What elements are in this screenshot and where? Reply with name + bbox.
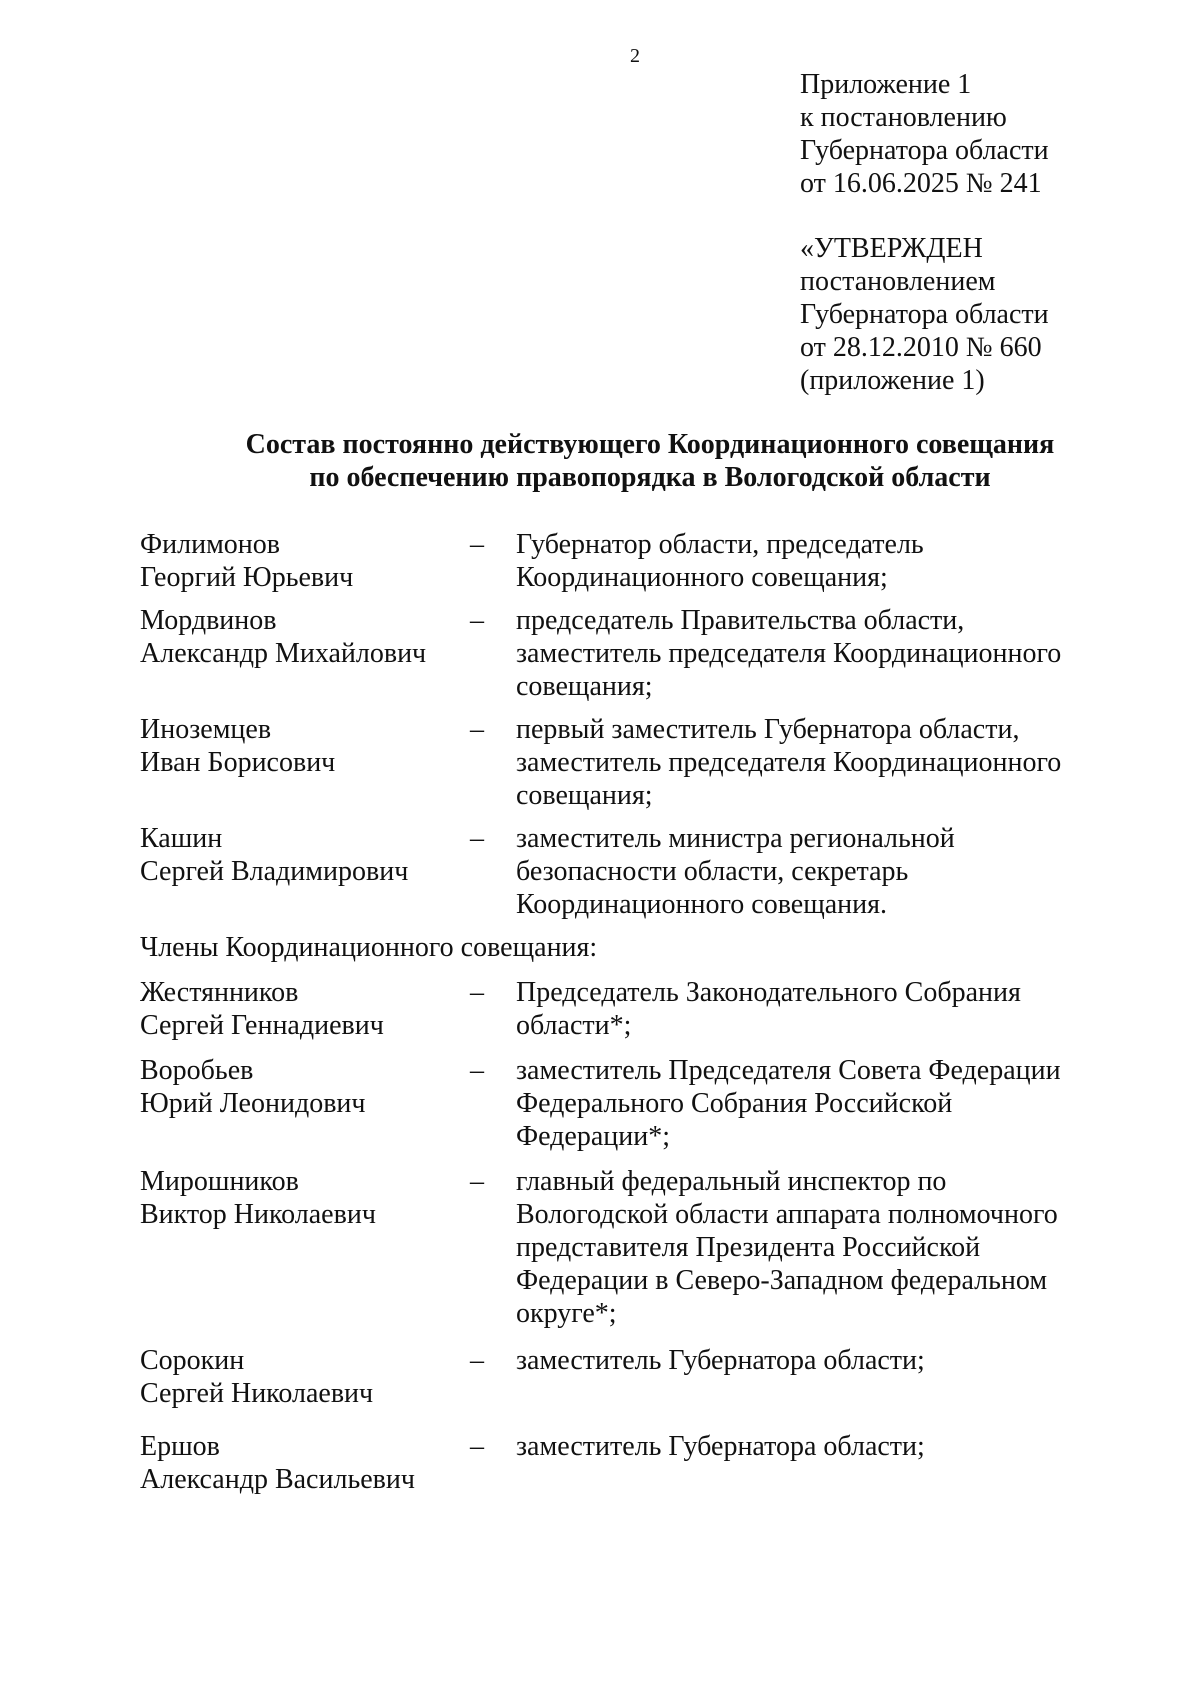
approval-line: Губернатора области bbox=[800, 299, 1049, 330]
member-position bbox=[516, 1165, 1086, 1330]
member-given-name: Виктор Николаевич bbox=[140, 1199, 376, 1230]
member-name bbox=[140, 713, 470, 779]
member-row bbox=[140, 1165, 1140, 1330]
member-given-name: Александр Михайлович bbox=[140, 638, 427, 669]
member-position bbox=[516, 1344, 1086, 1377]
position-line: Федерации*; bbox=[516, 1121, 671, 1152]
position-line: заместитель Губернатора области; bbox=[516, 1431, 925, 1462]
members-list bbox=[140, 528, 1140, 1496]
position-line: Федерального Собрания Российской bbox=[516, 1088, 953, 1119]
position-line: Губернатор области, председатель bbox=[516, 529, 924, 560]
position-line: Председатель Законодательного Собрания bbox=[516, 977, 1021, 1008]
position-line: первый заместитель Губернатора области, bbox=[516, 714, 1020, 745]
members-heading: Члены Координационного совещания: bbox=[140, 932, 598, 963]
position-line: области*; bbox=[516, 1010, 632, 1041]
dash-separator: – bbox=[470, 605, 484, 636]
member-given-name: Георгий Юрьевич bbox=[140, 562, 354, 593]
dash-separator: – bbox=[470, 1431, 484, 1462]
member-surname: Сорокин bbox=[140, 1345, 245, 1376]
member-position bbox=[516, 713, 1086, 812]
document-title bbox=[140, 428, 1160, 494]
member-name bbox=[140, 528, 470, 594]
position-line: заместитель министра региональной bbox=[516, 823, 955, 854]
member-row bbox=[140, 1344, 1140, 1410]
member-row bbox=[140, 528, 1140, 594]
position-line: округе*; bbox=[516, 1298, 617, 1329]
page-number: 2 bbox=[630, 45, 640, 67]
member-row bbox=[140, 822, 1140, 921]
dash-separator: – bbox=[470, 977, 484, 1008]
member-name bbox=[140, 604, 470, 670]
dash-separator: – bbox=[470, 823, 484, 854]
dash-separator: – bbox=[470, 1345, 484, 1376]
member-name bbox=[140, 1344, 470, 1410]
member-given-name: Сергей Владимирович bbox=[140, 856, 409, 887]
appendix-reference bbox=[800, 68, 1180, 200]
member-name bbox=[140, 1054, 470, 1120]
approval-line: постановлением bbox=[800, 266, 996, 297]
member-position bbox=[516, 1054, 1086, 1153]
member-surname: Воробьев bbox=[140, 1055, 254, 1086]
member-position bbox=[516, 976, 1086, 1042]
dash-separator: – bbox=[470, 1055, 484, 1086]
approval-line: от 28.12.2010 № 660 bbox=[800, 332, 1042, 363]
dash-separator: – bbox=[470, 714, 484, 745]
dash-separator: – bbox=[470, 529, 484, 560]
position-line: Федерации в Северо-Западном федеральном bbox=[516, 1265, 1048, 1296]
member-given-name: Александр Васильевич bbox=[140, 1464, 415, 1495]
member-position bbox=[516, 528, 1086, 594]
document-title-line: по обеспечению правопорядка в Вологодской области bbox=[309, 462, 991, 493]
approval-line: «УТВЕРЖДЕН bbox=[800, 233, 983, 264]
position-line: главный федеральный инспектор по bbox=[516, 1166, 947, 1197]
position-line: заместитель Председателя Совета Федерации bbox=[516, 1055, 1061, 1086]
member-given-name: Юрий Леонидович bbox=[140, 1088, 366, 1119]
appendix-line: к постановлению bbox=[800, 102, 1007, 133]
member-row bbox=[140, 713, 1140, 812]
document-title-line: Состав постоянно действующего Координационного совещания bbox=[245, 429, 1055, 460]
position-line: заместитель председателя Координационного bbox=[516, 638, 1062, 669]
position-line: безопасности области, секретарь bbox=[516, 856, 909, 887]
position-line: совещания; bbox=[516, 780, 653, 811]
member-given-name: Сергей Геннадиевич bbox=[140, 1010, 384, 1041]
member-name bbox=[140, 976, 470, 1042]
position-line: совещания; bbox=[516, 671, 653, 702]
member-position bbox=[516, 1430, 1086, 1463]
member-surname: Кашин bbox=[140, 823, 223, 854]
dash-separator: – bbox=[470, 1166, 484, 1197]
member-name bbox=[140, 1430, 470, 1496]
member-position bbox=[516, 822, 1086, 921]
member-surname: Жестянников bbox=[140, 977, 299, 1008]
member-surname: Филимонов bbox=[140, 529, 280, 560]
member-row bbox=[140, 1054, 1140, 1153]
member-given-name: Иван Борисович bbox=[140, 747, 336, 778]
member-given-name: Сергей Николаевич bbox=[140, 1378, 374, 1409]
appendix-line: от 16.06.2025 № 241 bbox=[800, 168, 1042, 199]
member-surname: Мирошников bbox=[140, 1166, 299, 1197]
appendix-line: Губернатора области bbox=[800, 135, 1049, 166]
position-line: заместитель председателя Координационного bbox=[516, 747, 1062, 778]
member-name bbox=[140, 822, 470, 888]
approval-stamp-text bbox=[800, 232, 1180, 397]
member-row bbox=[140, 1430, 1140, 1496]
member-row bbox=[140, 604, 1140, 703]
approval-line: (приложение 1) bbox=[800, 365, 985, 396]
member-name bbox=[140, 1165, 470, 1231]
member-surname: Мордвинов bbox=[140, 605, 277, 636]
position-line: заместитель Губернатора области; bbox=[516, 1345, 925, 1376]
position-line: Вологодской области аппарата полномочного bbox=[516, 1199, 1058, 1230]
position-line: Координационного совещания; bbox=[516, 562, 888, 593]
member-surname: Иноземцев bbox=[140, 714, 272, 745]
member-surname: Ершов bbox=[140, 1431, 220, 1462]
appendix-line: Приложение 1 bbox=[800, 69, 972, 100]
position-line: представителя Президента Российской bbox=[516, 1232, 981, 1263]
member-position bbox=[516, 604, 1086, 703]
position-line: Координационного совещания. bbox=[516, 889, 888, 920]
member-row bbox=[140, 976, 1140, 1042]
position-line: председатель Правительства области, bbox=[516, 605, 965, 636]
